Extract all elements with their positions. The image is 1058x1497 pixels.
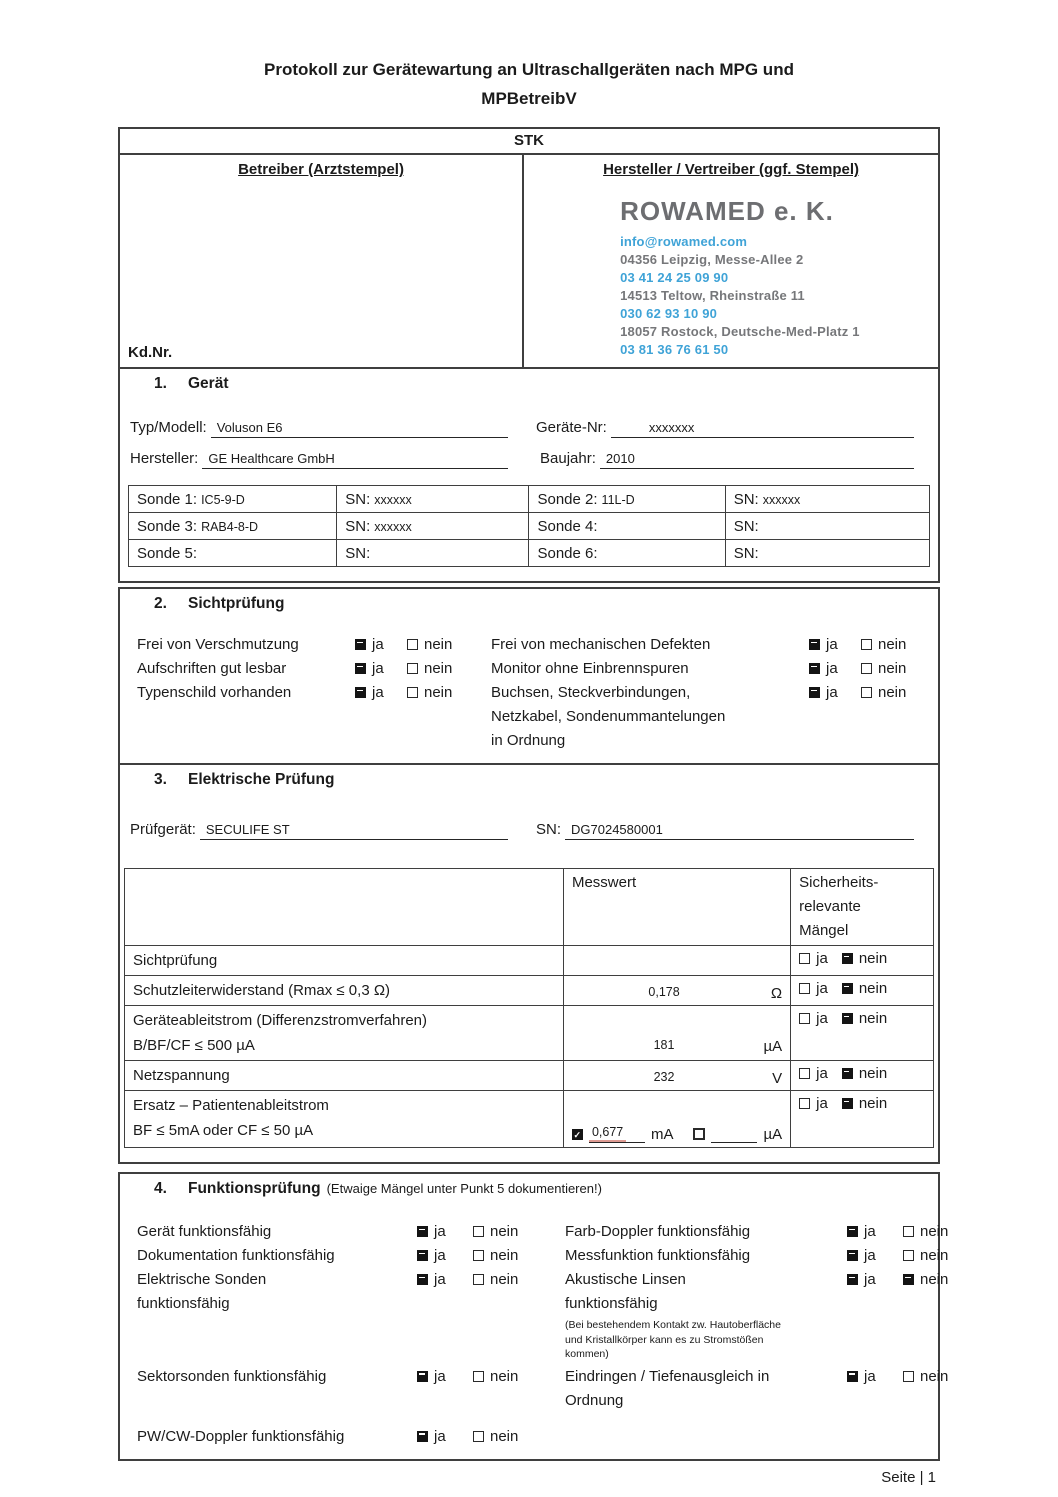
checkbox-farbdoppler-nein[interactable] (903, 1226, 914, 1237)
page-title-line2: MPBetreibV (481, 89, 577, 108)
sonde-6-sn-value[interactable] (759, 547, 763, 561)
checkbox-akustische-linsen-nein[interactable] (903, 1274, 914, 1285)
sonde-5-label: Sonde 5: (137, 544, 198, 562)
sichtpruefung-section (118, 587, 940, 765)
messwert-unit: Ω (770, 985, 783, 1002)
checkbox-maengel-ableit-ja[interactable] (799, 1013, 810, 1024)
funktion-grid (120, 1220, 949, 1449)
checkbox-maengel-sicht-nein[interactable] (842, 953, 853, 964)
section-number: 4. (154, 1180, 167, 1197)
typ-modell-value: Voluson E6 (216, 420, 283, 435)
sonde-3-cell (129, 513, 337, 540)
sn-label: SN: (733, 517, 759, 535)
ja-label: ja (826, 636, 838, 653)
nein-label: nein (424, 684, 453, 701)
nein-label: nein (858, 1065, 888, 1082)
messwert-header-row (125, 869, 934, 946)
checkbox-verschmutzung-ja[interactable] (355, 639, 366, 650)
check-label-line1: Eindringen / Tiefenausgleich in (565, 1367, 770, 1385)
geraetenr-input[interactable] (611, 420, 914, 438)
ua-unit: µA (763, 1126, 783, 1143)
checkbox-typenschild-ja[interactable] (355, 687, 366, 698)
checkbox-pwcw-nein[interactable] (473, 1431, 484, 1442)
row-schutzleiter (125, 976, 934, 1006)
vendor-phone-teltow: 030 62 93 10 90 (620, 306, 718, 321)
section-title: Gerät (188, 375, 229, 392)
check-label: Sektorsonden funktionsfähig (137, 1367, 327, 1385)
checkbox-buchsen-ja[interactable] (809, 687, 820, 698)
baujahr-value: 2010 (605, 451, 635, 466)
row-maengel (791, 976, 934, 1006)
row-maengel (791, 946, 934, 976)
pruefgeraet-sn-input[interactable] (565, 822, 914, 840)
nein-label: nein (424, 636, 453, 653)
sonde-5-cell (129, 540, 337, 567)
check-label: Monitor ohne Einbrennspuren (491, 660, 689, 677)
nein-label: nein (920, 1367, 949, 1385)
section-title: Sichtprüfung (188, 595, 285, 612)
ja-label: ja (372, 684, 384, 701)
baujahr-label: Baujahr: (540, 450, 596, 467)
checkbox-eindringen-ja[interactable] (847, 1371, 858, 1382)
checkbox-messfunktion-ja[interactable] (847, 1250, 858, 1261)
checkbox-dokumentation-nein[interactable] (473, 1250, 484, 1261)
ma-unit: mA (650, 1126, 674, 1143)
row-desc: Sichtprüfung (125, 946, 564, 976)
checkbox-sektorsonden-nein[interactable] (473, 1371, 484, 1382)
nein-label: nein (490, 1247, 519, 1264)
pruefgeraet-sn-field (536, 813, 914, 840)
geraet-header (120, 369, 938, 393)
nein-label: nein (858, 1095, 888, 1112)
geraetenr-label: Geräte-Nr: (536, 419, 607, 436)
row-desc (125, 1006, 564, 1061)
checkbox-elektrische-sonden-ja[interactable] (417, 1274, 428, 1285)
sonden-row-3 (129, 540, 930, 567)
nein-label: nein (858, 980, 888, 997)
checkbox-buchsen-nein[interactable] (861, 687, 872, 698)
baujahr-field (536, 442, 914, 469)
sonde-3-label: Sonde 3: (137, 517, 198, 535)
sonde-2-sn-value[interactable]: xxxxxx (762, 492, 801, 507)
sonde-6-label: Sonde 6: (537, 544, 598, 562)
stk-section (118, 127, 940, 369)
pruefgeraet-sn-value: DG7024580001 (571, 822, 663, 837)
funktionspruefung-section (118, 1172, 949, 1461)
page-title (0, 0, 1058, 113)
ma-value: 0,677 (589, 1125, 626, 1142)
sonde-2-sn-cell (725, 486, 929, 513)
sn-label: SN: (345, 517, 371, 535)
sonde-1-sn-value[interactable]: xxxxxx (374, 492, 412, 507)
sonde-2-label: Sonde 2: (537, 490, 598, 508)
vendor-phone-rostock: 03 81 36 76 61 50 (620, 342, 729, 357)
hersteller-field (130, 442, 508, 469)
check-label: PW/CW-Doppler funktionsfähig (137, 1427, 345, 1445)
check-label-line1: Elektrische Sonden (137, 1271, 267, 1288)
checkbox-elektrische-sonden-nein[interactable] (473, 1274, 484, 1285)
ua-value (711, 1141, 717, 1142)
ja-label: ja (434, 1247, 446, 1264)
sonde-4-value[interactable] (598, 520, 602, 534)
ja-label: ja (816, 980, 828, 997)
geraet-section (118, 367, 940, 583)
checkbox-dokumentation-ja[interactable] (417, 1250, 428, 1261)
hersteller-label: Hersteller: (130, 450, 199, 467)
ja-label: ja (826, 684, 838, 701)
sonde-5-value[interactable] (197, 547, 201, 561)
elektrische-pruefung-section (118, 763, 940, 1164)
row-messwert (563, 976, 790, 1006)
maengel-header (791, 869, 934, 946)
ja-label: ja (816, 950, 828, 967)
hersteller-input[interactable] (202, 451, 508, 469)
stk-header: STK (120, 129, 938, 155)
ja-label: ja (372, 636, 384, 653)
pruefgeraet-input[interactable] (200, 822, 508, 840)
maengel-header-line2: relevante (799, 898, 861, 915)
stamp-area (128, 178, 514, 344)
nein-label: nein (920, 1223, 949, 1240)
typ-geraetenr-row (120, 411, 938, 438)
row-messwert (563, 1091, 790, 1148)
row-desc-line1: Ersatz – Patientenableitstrom (133, 1097, 329, 1114)
funktion-header (120, 1174, 938, 1198)
page-title-line1: Protokoll zur Gerätewartung an Ultraschallgeräten nach MPG und (264, 60, 794, 79)
checkbox-pwcw-ja[interactable] (417, 1431, 428, 1442)
ja-label: ja (816, 1010, 828, 1027)
row-messwert (563, 1006, 790, 1061)
check-label-line2: funktionsfähig (565, 1295, 658, 1312)
check-label (565, 1365, 847, 1413)
check-label-line1: Buchsen, Steckverbindungen, (491, 684, 691, 701)
vendor-address-leipzig: 04356 Leipzig, Messe-Allee 2 (620, 252, 804, 267)
ja-label: ja (434, 1367, 446, 1385)
ja-label: ja (434, 1223, 446, 1240)
ja-label: ja (864, 1367, 876, 1385)
vendor-address-rostock: 18057 Rostock, Deutsche-Med-Platz 1 (620, 324, 860, 339)
ja-label: ja (372, 660, 384, 677)
check-label (491, 681, 809, 753)
maengel-header-line1: Sicherheits- (799, 874, 879, 891)
sn-label: SN: (733, 544, 759, 562)
check-label: Aufschriften gut lesbar (137, 660, 287, 677)
ja-label: ja (826, 660, 838, 677)
sn-label: SN: (345, 544, 371, 562)
sonde-5-sn-value[interactable] (370, 547, 374, 561)
row-desc (125, 1091, 564, 1148)
row-sichtpruefung (125, 946, 934, 976)
check-label: Farb-Doppler funktionsfähig (565, 1223, 751, 1240)
checkbox-geraet-ja[interactable] (417, 1226, 428, 1237)
checkbox-aufschriften-nein[interactable] (407, 663, 418, 674)
vendor-phone-leipzig: 03 41 24 25 09 90 (620, 270, 729, 285)
check-label (137, 1268, 417, 1316)
messwert-value[interactable]: 0,178 (648, 985, 680, 999)
hersteller-header: Hersteller / Vertreiber (ggf. Stempel) (603, 161, 859, 178)
checkbox-farbdoppler-ja[interactable] (847, 1226, 858, 1237)
checkbox-typenschild-nein[interactable] (407, 687, 418, 698)
row-desc: Schutzleiterwiderstand (Rmax ≤ 0,3 Ω) (125, 976, 564, 1006)
ua-input[interactable] (711, 1141, 757, 1143)
check-label-line2: Netzkabel, Sondenummantelungen (491, 708, 726, 725)
checkbox-maengel-schutz-nein[interactable] (842, 983, 853, 994)
ja-label: ja (864, 1223, 876, 1240)
row-desc: Netzspannung (125, 1061, 564, 1091)
checkbox-maengel-ersatz-nein[interactable] (842, 1098, 853, 1109)
ja-label: ja (434, 1427, 446, 1445)
check-label: Dokumentation funktionsfähig (137, 1247, 335, 1264)
baujahr-input[interactable] (600, 451, 914, 469)
check-label: Frei von mechanischen Defekten (491, 636, 711, 653)
nein-label: nein (920, 1247, 949, 1264)
sonde-2-value[interactable]: 11L-D (601, 492, 635, 507)
empty-header-cell (125, 869, 564, 946)
sonde-1-sn-cell (337, 486, 529, 513)
messwert-unit: µA (763, 1038, 783, 1055)
sonde-4-label: Sonde 4: (537, 517, 598, 535)
vendor-name: ROWAMED e. K. (620, 196, 834, 226)
sn-label: SN: (733, 490, 759, 508)
checkbox-monitor-nein[interactable] (861, 663, 872, 674)
ja-label: ja (816, 1095, 828, 1112)
form-content (118, 127, 949, 1486)
nein-label: nein (858, 1010, 888, 1027)
checkbox-maengel-ableit-nein[interactable] (842, 1013, 853, 1024)
sonden-row-1 (129, 486, 930, 513)
check-label: Frei von Verschmutzung (137, 636, 299, 653)
section-note: (Etwaige Mängel unter Punkt 5 dokumentieren!) (326, 1181, 602, 1196)
sonde-4-sn-value[interactable] (759, 520, 763, 534)
sonde-3-sn-cell (337, 513, 529, 540)
sichtpruefung-header (120, 589, 938, 613)
sonde-6-cell (529, 540, 725, 567)
section-number: 2. (154, 595, 167, 612)
checkbox-mech-defekte-nein[interactable] (861, 639, 872, 650)
check-label: Gerät funktionsfähig (137, 1223, 272, 1240)
vendor-address-teltow: 14513 Teltow, Rheinstraße 11 (620, 288, 805, 303)
ja-label: ja (864, 1247, 876, 1264)
hersteller-baujahr-row (120, 442, 938, 469)
vendor-email-link[interactable]: info@rowamed.com (620, 234, 748, 249)
check-label-line1: Akustische Linsen (565, 1271, 686, 1288)
checkbox-sektorsonden-ja[interactable] (417, 1371, 428, 1382)
row-maengel (791, 1091, 934, 1148)
checkbox-messfunktion-nein[interactable] (903, 1250, 914, 1261)
typ-modell-input[interactable] (211, 420, 508, 438)
pruefgeraet-field (130, 813, 508, 840)
sichtpruefung-grid (120, 633, 938, 753)
ma-input[interactable] (589, 1125, 645, 1143)
sonde-3-value[interactable]: RAB4-8-D (201, 519, 259, 534)
checkbox-eindringen-nein[interactable] (903, 1371, 914, 1382)
note-line3: kommen) (565, 1348, 609, 1360)
sonde-6-sn-cell (725, 540, 929, 567)
checkbox-maengel-ersatz-ja[interactable] (799, 1098, 810, 1109)
checkbox-mech-defekte-ja[interactable] (809, 639, 820, 650)
nein-label: nein (490, 1427, 519, 1445)
row-maengel (791, 1006, 934, 1061)
sn-label: SN: (536, 821, 562, 838)
sonde-2-cell (529, 486, 725, 513)
pruefgeraet-value: SECULIFE ST (205, 822, 290, 837)
messwert-table (124, 868, 934, 1148)
nein-label: nein (920, 1271, 949, 1288)
messwert-unit: V (772, 1070, 783, 1087)
betreiber-header: Betreiber (Arztstempel) (238, 161, 404, 178)
geraetenr-field (536, 411, 914, 438)
geraetenr-value: xxxxxxx (648, 420, 695, 435)
check-label: Typenschild vorhanden (137, 684, 292, 701)
sonde-4-cell (529, 513, 725, 540)
section-title: Funktionsprüfung (188, 1180, 321, 1197)
nein-label: nein (858, 950, 888, 967)
row-netzspannung (125, 1061, 934, 1091)
checkbox-maengel-netz-ja[interactable] (799, 1068, 810, 1079)
checkbox-maengel-schutz-ja[interactable] (799, 983, 810, 994)
check-label: Messfunktion funktionsfähig (565, 1247, 751, 1264)
check-label (565, 1268, 847, 1365)
row-geraeteableitstrom (125, 1006, 934, 1061)
section-number: 3. (154, 771, 167, 788)
check-label-line2: Ordnung (565, 1391, 624, 1409)
row-ersatz-patientenableitstrom (125, 1091, 934, 1148)
sonde-1-value[interactable]: IC5-9-D (201, 492, 245, 507)
sonde-1-cell (129, 486, 337, 513)
checkbox-ma[interactable] (572, 1129, 583, 1140)
row-desc-line2: BF ≤ 5mA oder CF ≤ 50 µA (133, 1122, 314, 1139)
ja-label: ja (816, 1065, 828, 1082)
messwert-value[interactable]: 181 (653, 1038, 675, 1052)
nein-label: nein (490, 1271, 519, 1288)
row-desc-line2: B/BF/CF ≤ 500 µA (133, 1037, 255, 1054)
page-number: Seite | 1 (881, 1468, 936, 1486)
ja-label: ja (864, 1271, 876, 1288)
checkbox-aufschriften-ja[interactable] (355, 663, 366, 674)
nein-label: nein (878, 660, 907, 677)
typ-modell-label: Typ/Modell: (130, 419, 207, 436)
checkbox-akustische-linsen-ja[interactable] (847, 1274, 858, 1285)
nein-label: nein (424, 660, 453, 677)
sn-label: SN: (345, 490, 371, 508)
sonde-5-sn-cell (337, 540, 529, 567)
nein-label: nein (878, 684, 907, 701)
row-messwert (563, 946, 790, 976)
betreiber-cell (120, 155, 524, 367)
checkbox-ua[interactable] (693, 1128, 705, 1140)
note-line1: (Bei bestehendem Kontakt zw. Hautoberfläche (565, 1319, 781, 1331)
checkbox-geraet-nein[interactable] (473, 1226, 484, 1237)
pruefgeraet-label: Prüfgerät: (130, 821, 196, 838)
checkbox-maengel-sicht-ja[interactable] (799, 953, 810, 964)
sonden-row-2 (129, 513, 930, 540)
elektro-header (120, 765, 938, 789)
checkbox-verschmutzung-nein[interactable] (407, 639, 418, 650)
nein-label: nein (490, 1223, 519, 1240)
messwert-value[interactable]: 232 (653, 1070, 675, 1084)
hersteller-value: GE Healthcare GmbH (208, 451, 335, 466)
pruefgeraet-row (120, 813, 938, 840)
akustische-linsen-note (565, 1316, 847, 1365)
row-maengel (791, 1061, 934, 1091)
maengel-header-line3: Mängel (799, 922, 849, 939)
check-label-line2: funktionsfähig (137, 1295, 230, 1312)
checkbox-monitor-ja[interactable] (809, 663, 820, 674)
row-messwert (563, 1061, 790, 1091)
stk-columns (120, 155, 938, 367)
nein-label: nein (878, 636, 907, 653)
vendor-stamp (532, 178, 930, 359)
checkbox-maengel-netz-nein[interactable] (842, 1068, 853, 1079)
section-title: Elektrische Prüfung (188, 771, 335, 788)
section-number: 1. (154, 375, 167, 392)
ja-label: ja (434, 1271, 446, 1288)
sonden-table (128, 485, 930, 567)
sonde-1-label: Sonde 1: (137, 490, 198, 508)
kdnr-label: Kd.Nr. (128, 344, 173, 361)
sonde-4-sn-cell (725, 513, 929, 540)
nein-label: nein (490, 1367, 519, 1385)
hersteller-cell (524, 155, 938, 367)
messwert-header: Messwert (563, 869, 790, 946)
note-line2: und Kristallkörper kann es zu Stromstößen (565, 1333, 764, 1346)
sonde-6-value[interactable] (598, 547, 602, 561)
typ-modell-field (130, 411, 508, 438)
sonde-3-sn-value[interactable]: xxxxxx (374, 519, 412, 534)
row-desc-line1: Geräteableitstrom (Differenzstromverfahren) (133, 1012, 427, 1029)
check-label-line3: in Ordnung (491, 732, 566, 749)
